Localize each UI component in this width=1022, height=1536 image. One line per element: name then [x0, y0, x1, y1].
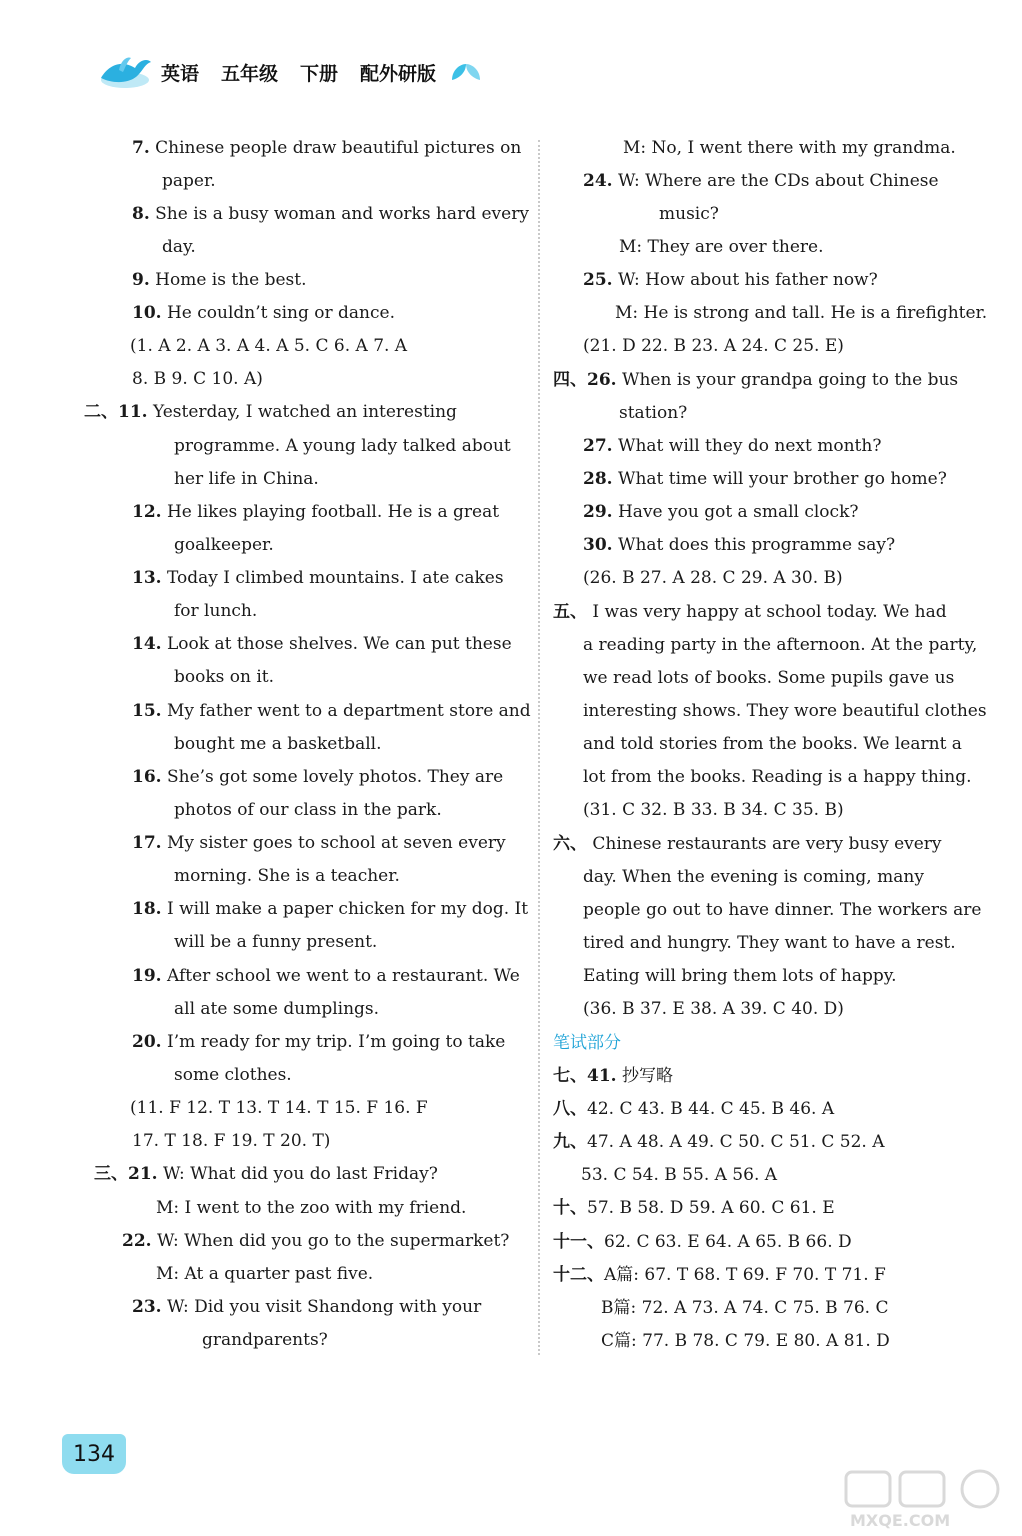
answer-line [619, 397, 687, 430]
answer-text: (31. C 32. B 33. B 34. C 35. B) [583, 800, 844, 820]
answer-text: music? [659, 204, 719, 224]
answer-line [615, 297, 987, 330]
answer-text: 笔试部分 [553, 1033, 621, 1053]
answer-text: 57. B 58. D 59. A 60. C 61. E [587, 1198, 835, 1218]
page-number-tab [62, 1434, 126, 1474]
question-number: 二、11. [84, 402, 148, 422]
answer-line [174, 728, 382, 761]
answer-line [581, 1159, 777, 1192]
answer-line [583, 629, 977, 662]
question-number: 23. [132, 1297, 162, 1317]
question-number: 三、21. [94, 1164, 158, 1184]
question-number: 19. [132, 966, 162, 986]
question-number: 六、 [553, 834, 587, 854]
question-number: 九、 [553, 1132, 587, 1152]
answer-line [132, 960, 520, 993]
question-number: 五、 [553, 602, 587, 622]
answer-line [202, 1324, 328, 1357]
answer-line [553, 364, 958, 397]
answer-text: day. When the evening is coming, many [583, 867, 924, 887]
answer-line [553, 1060, 673, 1093]
column-divider [538, 140, 540, 1355]
answer-line [601, 1325, 890, 1358]
question-number: 14. [132, 634, 162, 654]
answer-line [132, 264, 307, 297]
answer-text: She is a busy woman and works hard every [149, 204, 529, 224]
question-number: 27. [583, 436, 613, 456]
answer-text: lot from the books. Reading is a happy thing. [583, 767, 972, 787]
question-number: 22. [122, 1231, 152, 1251]
answer-line [174, 595, 257, 628]
answer-text: A篇: 67. T 68. T 69. F 70. T 71. F [604, 1265, 886, 1285]
question-number: 七、41. [553, 1066, 617, 1086]
leaf-icon [450, 62, 482, 82]
answer-text: (26. B 27. A 28. C 29. A 30. B) [583, 568, 843, 588]
question-number: 24. [583, 171, 613, 191]
answer-text: Home is the best. [149, 270, 307, 290]
page-number: 134 [73, 1441, 115, 1467]
answer-line [553, 828, 942, 861]
answer-line [174, 661, 274, 694]
answer-line [132, 893, 528, 926]
answer-line [84, 396, 457, 429]
answer-text: grandparents? [202, 1330, 328, 1350]
answer-line [583, 695, 987, 728]
answer-text: He couldn’t sing or dance. [161, 303, 395, 323]
answer-line [132, 363, 263, 396]
bird-icon [95, 54, 153, 90]
answer-text: we read lots of books. Some pupils gave us [583, 668, 955, 688]
answer-line [553, 1093, 834, 1126]
answer-line [132, 1291, 481, 1324]
answer-text: M: No, I went there with my grandma. [623, 138, 956, 158]
question-number: 16. [132, 767, 162, 787]
answer-line [132, 1125, 330, 1158]
answer-line [553, 596, 947, 629]
answer-text: W: Did you visit Shandong with your [161, 1297, 482, 1317]
answer-text: 53. C 54. B 55. A 56. A [581, 1165, 778, 1185]
answer-text: books on it. [174, 667, 275, 687]
answer-text: M: At a quarter past five. [156, 1264, 374, 1284]
answer-line [174, 1059, 292, 1092]
answer-line [583, 728, 962, 761]
answer-line [132, 562, 504, 595]
answer-text: a reading party in the afternoon. At the party, [583, 635, 978, 655]
answer-text: (1. A 2. A 3. A 4. A 5. C 6. A 7. A [130, 336, 408, 356]
answer-text: Today I climbed mountains. I ate cakes [161, 568, 504, 588]
answer-line [174, 926, 377, 959]
answer-line [174, 529, 274, 562]
answer-text: M: I went to the zoo with my friend. [156, 1198, 467, 1218]
answer-text: (36. B 37. E 38. A 39. C 40. D) [583, 999, 844, 1019]
answer-text: bought me a basketball. [174, 734, 382, 754]
answer-line [601, 1292, 889, 1325]
question-number: 7. [132, 138, 150, 158]
answer-text: When is your grandpa going to the bus [616, 370, 959, 390]
question-number: 17. [132, 833, 162, 853]
answer-line [553, 1226, 852, 1259]
answer-line [553, 1192, 835, 1225]
answer-text: (21. D 22. B 23. A 24. C 25. E) [583, 336, 844, 356]
answer-line [130, 330, 407, 363]
answer-text: 17. T 18. F 19. T 20. T) [132, 1131, 331, 1151]
answer-line [583, 761, 971, 794]
answer-line [583, 861, 924, 894]
answer-line [553, 1126, 885, 1159]
answer-text: 47. A 48. A 49. C 50. C 51. C 52. A [587, 1132, 885, 1152]
edition-label: 配外研版 [360, 62, 437, 85]
answer-text: people go out to have dinner. The workers are [583, 900, 982, 920]
answer-line [553, 1259, 886, 1292]
answer-line [130, 1092, 428, 1125]
answer-line [583, 496, 858, 529]
question-number: 十二、 [553, 1265, 604, 1285]
answer-site-watermark-logo [840, 1468, 1018, 1532]
question-number: 29. [583, 502, 613, 522]
volume-label: 下册 [300, 62, 339, 85]
answer-text: Look at those shelves. We can put these [161, 634, 512, 654]
question-number: 8. [132, 204, 150, 224]
question-number: 十、 [553, 1198, 587, 1218]
answer-text: W: When did you go to the supermarket? [151, 1231, 510, 1251]
answer-line [583, 562, 843, 595]
subject-label: 英语 [161, 62, 200, 85]
grade-label: 五年级 [221, 62, 279, 85]
answer-text: W: How about his father now? [612, 270, 878, 290]
answer-text: day. [162, 237, 196, 257]
answer-text: her life in China. [174, 469, 319, 489]
answer-line [162, 231, 196, 264]
answer-line [583, 960, 897, 993]
question-number: 八、 [553, 1099, 587, 1119]
question-number: 十一、 [553, 1232, 604, 1252]
answer-line [174, 860, 400, 893]
answer-text: 62. C 63. E 64. A 65. B 66. D [604, 1232, 852, 1252]
section-heading [553, 1027, 621, 1060]
answer-text: What does this programme say? [612, 535, 896, 555]
answer-text: 8. B 9. C 10. A) [132, 369, 263, 389]
answer-text: programme. A young lady talked about [174, 436, 511, 456]
answer-text: and told stories from the books. We learnt a [583, 734, 962, 754]
answer-text: paper. [162, 171, 216, 191]
answer-text: goalkeeper. [174, 535, 274, 555]
answer-line [174, 463, 319, 496]
answer-text: morning. She is a teacher. [174, 866, 400, 886]
answer-text: Chinese people draw beautiful pictures on [149, 138, 522, 158]
answer-text: She’s got some lovely photos. They are [161, 767, 504, 787]
answer-text: some clothes. [174, 1065, 292, 1085]
answer-line [583, 894, 981, 927]
answer-line [659, 198, 719, 231]
answer-text: for lunch. [174, 601, 258, 621]
answer-text: My sister goes to school at seven every [161, 833, 506, 853]
answer-line [174, 430, 511, 463]
question-number: 18. [132, 899, 162, 919]
question-number: 15. [132, 701, 162, 721]
page-header [95, 52, 482, 92]
question-number: 30. [583, 535, 613, 555]
question-number: 9. [132, 270, 150, 290]
answer-line [132, 695, 531, 728]
answer-line [174, 993, 379, 1026]
answer-line [132, 297, 395, 330]
answer-text: Chinese restaurants are very busy every [587, 834, 942, 854]
answer-text: I will make a paper chicken for my dog. It [161, 899, 529, 919]
svg-text:MXQE.COM: MXQE.COM [850, 1511, 951, 1530]
answer-text: B篇: 72. A 73. A 74. C 75. B 76. C [601, 1298, 889, 1318]
answer-line [583, 662, 954, 695]
answer-text: C篇: 77. B 78. C 79. E 80. A 81. D [601, 1331, 890, 1351]
answer-text: 42. C 43. B 44. C 45. B 46. A [587, 1099, 835, 1119]
answer-line [583, 927, 956, 960]
question-number: 28. [583, 469, 613, 489]
answer-line [132, 628, 512, 661]
answer-line [132, 496, 499, 529]
answer-text: Eating will bring them lots of happy. [583, 966, 897, 986]
answer-line [583, 165, 939, 198]
answer-text: Yesterday, I watched an interesting [147, 402, 457, 422]
answer-text: My father went to a department store and [161, 701, 531, 721]
answer-line [132, 827, 506, 860]
answer-text: I’m ready for my trip. I’m going to take [161, 1032, 506, 1052]
answer-line [132, 1026, 505, 1059]
answer-line [156, 1258, 373, 1291]
answer-text: will be a funny present. [174, 932, 378, 952]
answer-text: interesting shows. They wore beautiful clothes [583, 701, 987, 721]
answer-line [156, 1192, 466, 1225]
answer-text: 抄写略 [616, 1066, 673, 1086]
answer-text: all ate some dumplings. [174, 999, 380, 1019]
answer-line [583, 330, 844, 363]
header-title [161, 59, 436, 86]
answer-text: tired and hungry. They want to have a rest. [583, 933, 956, 953]
answer-line [583, 993, 844, 1026]
answer-text: W: What did you do last Friday? [157, 1164, 438, 1184]
answer-line [162, 165, 216, 198]
answer-text: (11. F 12. T 13. T 14. T 15. F 16. F [130, 1098, 428, 1118]
answer-text: M: He is strong and tall. He is a firefighter. [615, 303, 988, 323]
answer-text: W: Where are the CDs about Chinese [612, 171, 939, 191]
question-number: 25. [583, 270, 613, 290]
answer-line [623, 132, 956, 165]
answer-line [132, 761, 503, 794]
question-number: 12. [132, 502, 162, 522]
answer-text: station? [619, 403, 688, 423]
answer-text: What time will your brother go home? [612, 469, 947, 489]
answer-line [94, 1158, 438, 1191]
answer-text: I was very happy at school today. We had [587, 602, 947, 622]
answer-line [619, 231, 823, 264]
question-number: 四、26. [553, 370, 617, 390]
question-number: 10. [132, 303, 162, 323]
question-number: 13. [132, 568, 162, 588]
answer-text: photos of our class in the park. [174, 800, 442, 820]
answer-line [132, 198, 529, 231]
answer-text: M: They are over there. [619, 237, 824, 257]
answer-line [122, 1225, 509, 1258]
answer-line [132, 132, 521, 165]
answer-line [583, 430, 881, 463]
question-number: 20. [132, 1032, 162, 1052]
answer-text: What will they do next month? [612, 436, 882, 456]
answer-line [583, 463, 947, 496]
answer-line [174, 794, 442, 827]
answer-text: He likes playing football. He is a great [161, 502, 500, 522]
answer-line [583, 529, 895, 562]
answer-text: Have you got a small clock? [612, 502, 859, 522]
answer-line [583, 264, 878, 297]
answer-text: After school we went to a restaurant. We [161, 966, 520, 986]
answer-line [583, 794, 844, 827]
